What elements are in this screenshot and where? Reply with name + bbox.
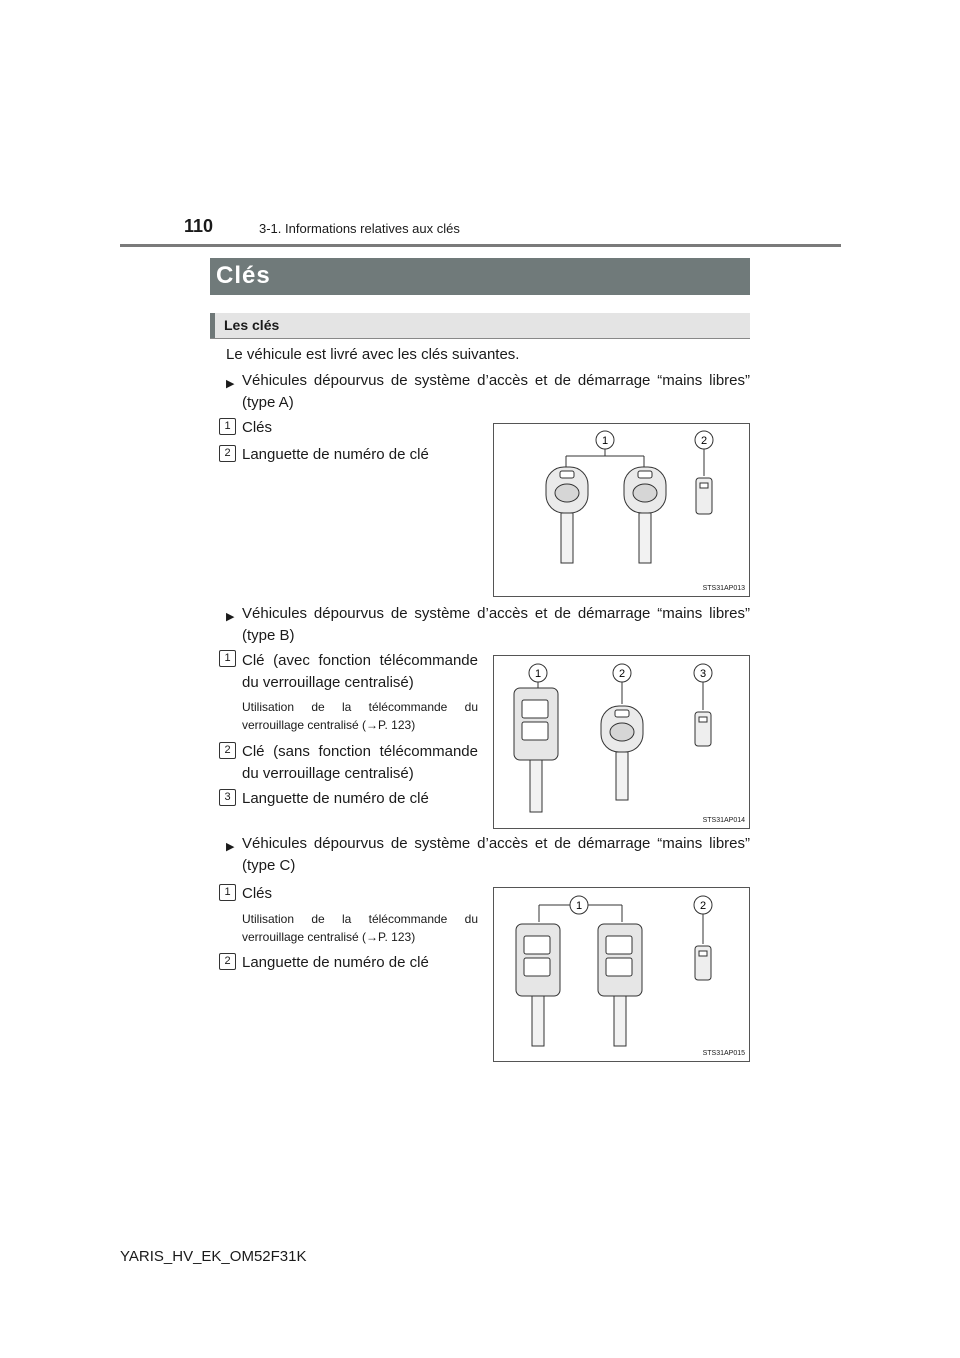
- item-number-badge: 2: [219, 953, 236, 970]
- keys-illustration-c: [494, 888, 749, 1061]
- callout-1: 1: [575, 900, 583, 912]
- type-b-item1-note-line2: verrouillage centralisé (→P. 123): [242, 718, 416, 732]
- page-title: Clés: [216, 262, 271, 289]
- type-b-item1-line2: du verrouillage centralisé): [242, 674, 414, 691]
- type-c-heading-line1: Véhicules dépourvus de système d’accès et de démarrage “mains libres”: [242, 835, 750, 852]
- subtitle-rule: [210, 338, 750, 339]
- keys-illustration-b: [494, 656, 749, 828]
- item-number-badge: 3: [219, 789, 236, 806]
- type-b-heading-line1: Véhicules dépourvus de système d’accès et de démarrage “mains libres”: [242, 605, 750, 622]
- subtitle-bar: [210, 313, 750, 338]
- bullet-icon: ▶: [226, 378, 235, 390]
- type-a-item2-label: Languette de numéro de clé: [242, 446, 429, 463]
- remote-key-icon: [516, 924, 560, 1046]
- item-number-badge: 1: [219, 884, 236, 901]
- type-b-item3-label: Languette de numéro de clé: [242, 790, 429, 807]
- type-a-item1-label: Clés: [242, 419, 273, 436]
- type-c-item1-label: Clés: [242, 885, 273, 902]
- intro-text: Le véhicule est livré avec les clés suivantes.: [226, 346, 520, 363]
- item-number-badge: 1: [219, 650, 236, 667]
- callout-2: 2: [700, 435, 708, 447]
- type-b-item1-line1: Clé (avec fonction télécommande: [242, 652, 478, 669]
- document-footer-code: YARIS_HV_EK_OM52F31K: [120, 1248, 307, 1265]
- type-c-item1-note-line2: verrouillage centralisé (→P. 123): [242, 930, 416, 944]
- type-b-heading-line2: (type B): [242, 627, 295, 644]
- callout-2: 2: [618, 668, 626, 680]
- figure-code: STS31AP015: [702, 1050, 745, 1057]
- type-b-item2-line1: Clé (sans fonction télécommande: [242, 743, 478, 760]
- figure-code: STS31AP013: [702, 585, 745, 592]
- callout-3: 3: [699, 668, 707, 680]
- type-b-item2-line2: du verrouillage centralisé): [242, 765, 414, 782]
- figure-type-c: [493, 887, 750, 1062]
- key-icon: [624, 467, 666, 563]
- key-number-tag-icon: [695, 946, 711, 980]
- figure-type-a: [493, 423, 750, 597]
- bullet-icon: ▶: [226, 611, 235, 623]
- key-number-tag-icon: [695, 712, 711, 746]
- type-c-heading-line2: (type C): [242, 857, 296, 874]
- key-number-tag-icon: [696, 478, 712, 514]
- section-header: 3-1. Informations relatives aux clés: [259, 221, 460, 236]
- type-a-heading-line1: Véhicules dépourvus de système d’accès et de démarrage “mains libres”: [242, 372, 750, 389]
- key-icon: [546, 467, 588, 563]
- remote-key-icon: [514, 688, 558, 812]
- callout-1: 1: [601, 435, 609, 447]
- callout-2: 2: [699, 900, 707, 912]
- figure-type-b: [493, 655, 750, 829]
- type-b-item1-note-line1: Utilisation de la télécommande du: [242, 700, 478, 714]
- callout-1: 1: [534, 668, 542, 680]
- page-number: 110: [184, 216, 214, 236]
- type-c-item1-note-line1: Utilisation de la télécommande du: [242, 912, 478, 926]
- key-icon: [601, 706, 643, 800]
- keys-illustration-a: [494, 424, 749, 596]
- type-c-item2-label: Languette de numéro de clé: [242, 954, 429, 971]
- subtitle: Les clés: [224, 317, 280, 333]
- item-number-badge: 2: [219, 742, 236, 759]
- figure-code: STS31AP014: [702, 817, 745, 824]
- item-number-badge: 2: [219, 445, 236, 462]
- bullet-icon: ▶: [226, 841, 235, 853]
- type-a-heading-line2: (type A): [242, 394, 294, 411]
- page-title-bar: [210, 258, 750, 295]
- remote-key-icon: [598, 924, 642, 1046]
- item-number-badge: 1: [219, 418, 236, 435]
- header-rule: [120, 244, 841, 247]
